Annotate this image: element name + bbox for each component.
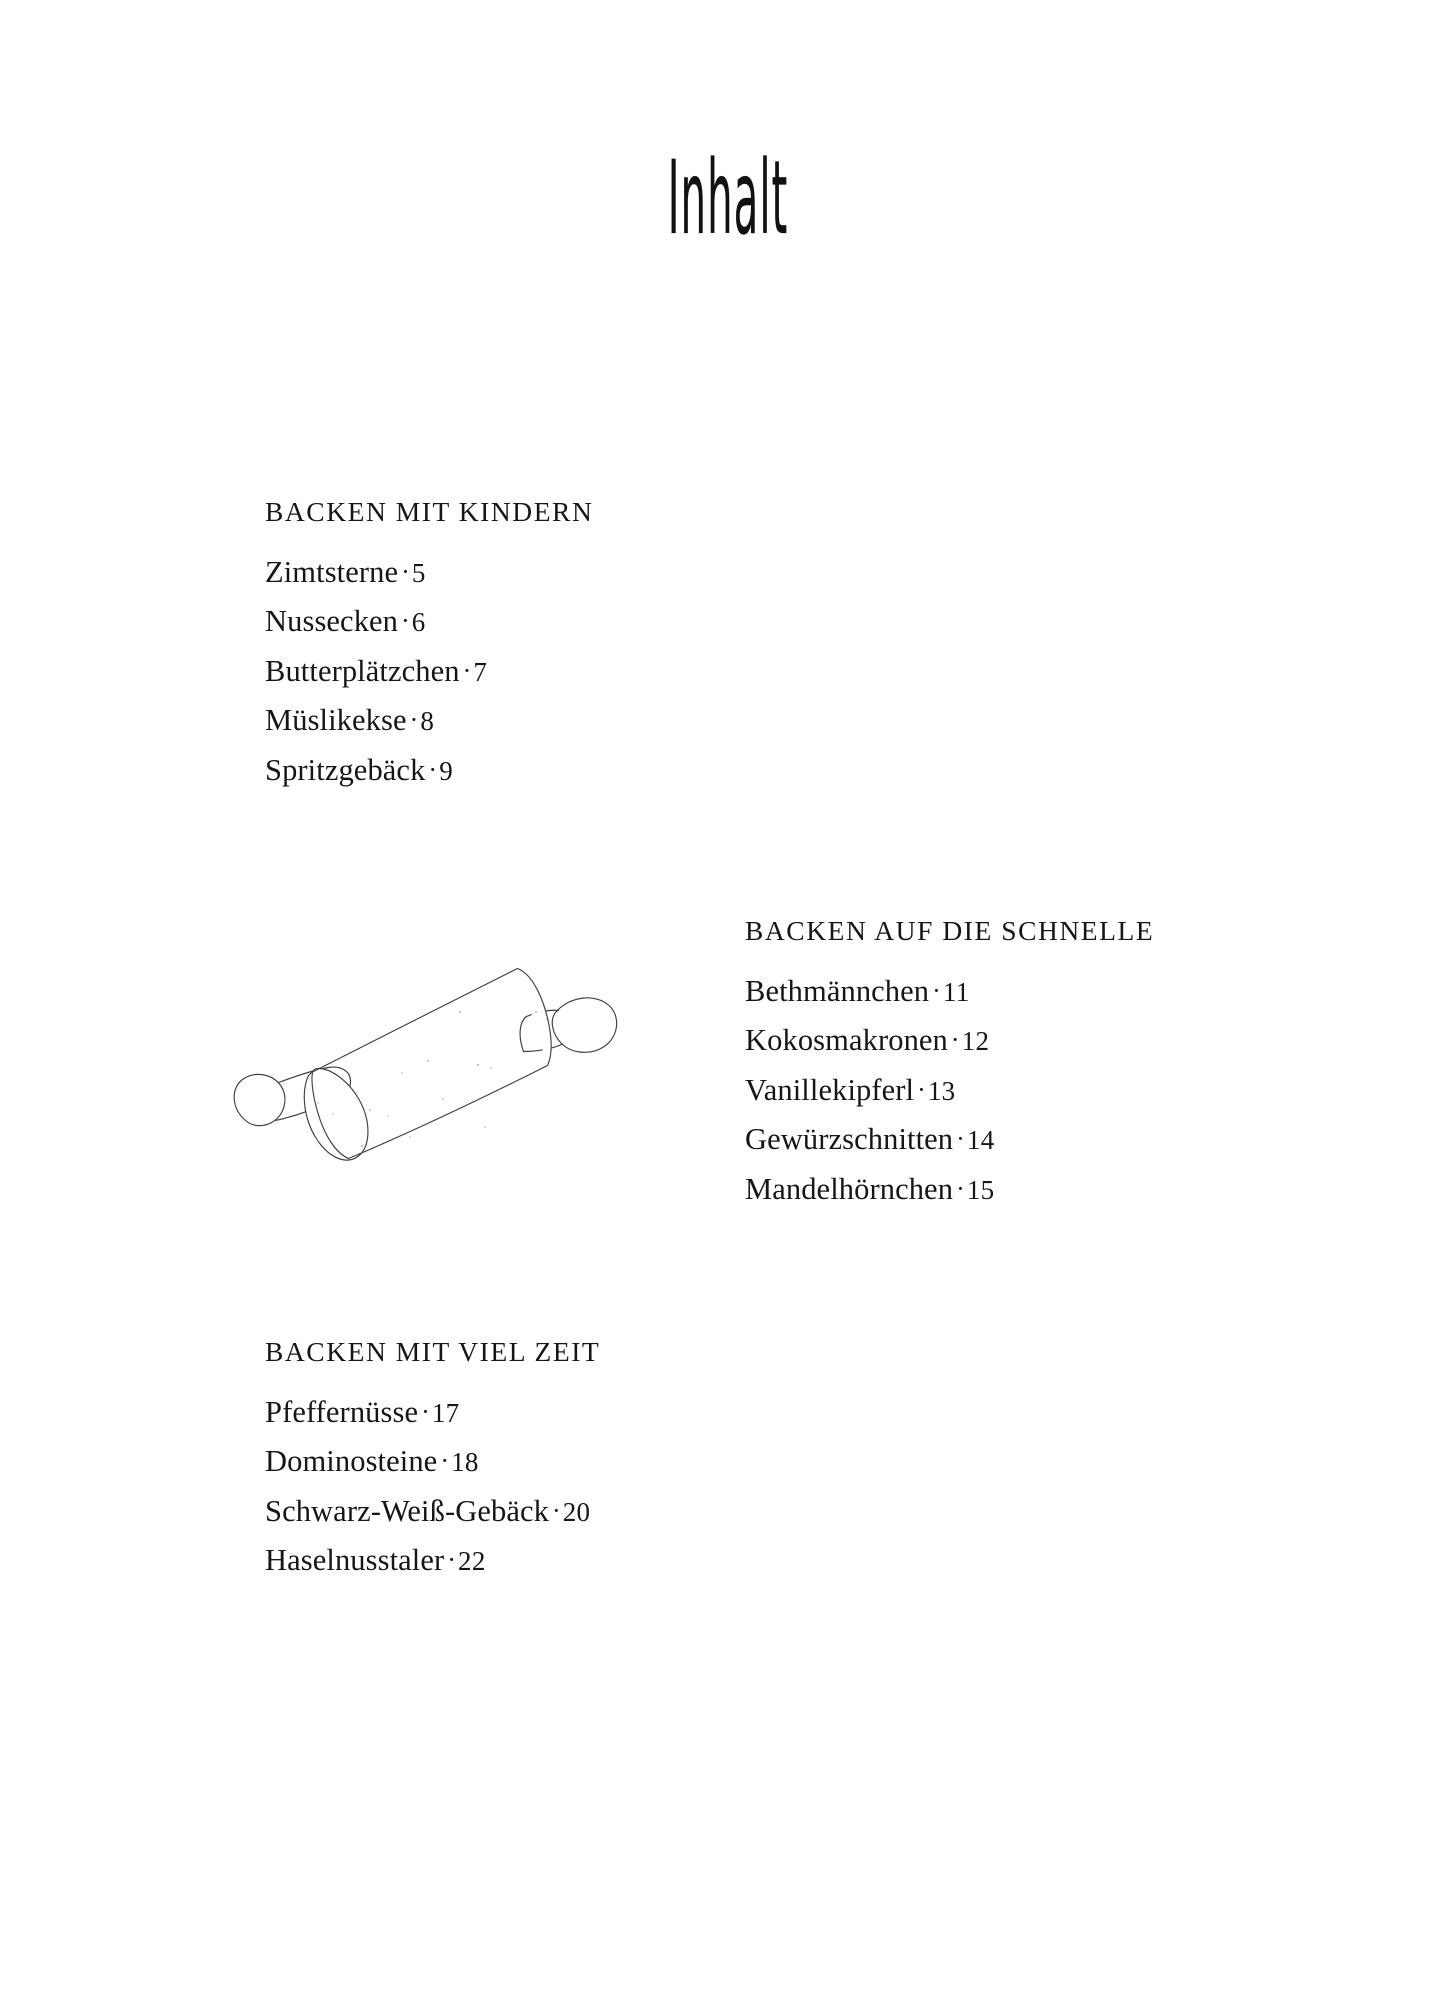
toc-entry-separator: · xyxy=(401,556,410,586)
toc-entry[interactable] xyxy=(745,1115,1154,1165)
toc-entry-title: Gewürzschnitten xyxy=(745,1122,954,1156)
toc-entry-title: Kokosmakronen xyxy=(745,1023,948,1057)
toc-entry-separator: · xyxy=(428,754,438,784)
toc-entry[interactable] xyxy=(265,548,593,598)
toc-entry-separator: · xyxy=(956,1173,965,1203)
toc-entry-page-number: 6 xyxy=(411,607,426,637)
toc-section-zeit xyxy=(265,1338,600,1586)
toc-entry[interactable] xyxy=(745,1016,1154,1066)
toc-entry-title: Spritzgebäck xyxy=(265,752,426,787)
toc-entry[interactable] xyxy=(265,1437,600,1487)
toc-entry[interactable] xyxy=(745,1165,1154,1215)
toc-entry-page-number: 22 xyxy=(458,1546,486,1576)
toc-entry-title: Haselnusstaler xyxy=(265,1543,445,1577)
toc-entry-title: Butterplätzchen xyxy=(265,653,460,688)
toc-entry[interactable] xyxy=(265,597,593,647)
toc-entry-separator: · xyxy=(401,606,410,635)
toc-entry[interactable] xyxy=(265,746,593,796)
section-heading: BACKEN MIT KINDERN xyxy=(265,496,594,527)
toc-entry-title: Dominosteine xyxy=(265,1444,438,1478)
toc-entry[interactable] xyxy=(265,647,593,697)
toc-entry-separator: · xyxy=(956,1124,965,1153)
toc-entry-separator: · xyxy=(462,655,472,685)
toc-entry-separator: · xyxy=(950,1025,960,1054)
toc-entry-title: Vanillekipferl xyxy=(745,1072,915,1107)
toc-entry-separator: · xyxy=(409,705,419,734)
toc-entry-page-number: 5 xyxy=(411,557,426,588)
toc-entry-title: Schwarz-Weiß-Gebäck xyxy=(265,1493,549,1528)
rolling-pin-icon xyxy=(160,955,640,1175)
toc-entry-title: Zimtsterne xyxy=(265,554,399,589)
page-title: Inhalt xyxy=(667,139,789,258)
toc-entry-title: Müslikekse xyxy=(265,703,407,737)
toc-list xyxy=(265,548,593,796)
toc-entry[interactable] xyxy=(745,1066,1154,1116)
toc-entry-separator: · xyxy=(440,1446,450,1475)
toc-entry-separator: · xyxy=(447,1545,457,1574)
toc-entry[interactable] xyxy=(265,1388,600,1438)
toc-entry-page-number: 7 xyxy=(473,656,488,687)
toc-entry-separator: · xyxy=(917,1074,926,1104)
toc-entry-separator: · xyxy=(932,975,941,1005)
toc-entry-page-number: 15 xyxy=(966,1174,995,1205)
toc-entry-page-number: 17 xyxy=(431,1397,460,1428)
toc-entry-page-number: 11 xyxy=(942,976,970,1007)
toc-entry-separator: · xyxy=(421,1396,430,1426)
toc-entry[interactable] xyxy=(745,967,1154,1017)
toc-entry-title: Nussecken xyxy=(265,604,399,638)
toc-entry-page-number: 8 xyxy=(420,706,435,736)
toc-entry-page-number: 13 xyxy=(927,1075,956,1106)
section-heading: BACKEN MIT VIEL ZEIT xyxy=(265,1336,601,1367)
toc-entry[interactable] xyxy=(265,696,593,746)
toc-entry-page-number: 9 xyxy=(439,755,453,786)
toc-entry-page-number: 18 xyxy=(451,1447,479,1477)
rolling-pin-illustration xyxy=(160,955,640,1175)
toc-list xyxy=(745,967,1154,1215)
toc-entry-title: Mandelhörnchen xyxy=(745,1171,954,1206)
toc-list xyxy=(265,1388,600,1586)
toc-section-kinder xyxy=(265,498,593,795)
toc-entry-page-number: 20 xyxy=(562,1496,591,1527)
section-heading: BACKEN AUF DIE SCHNELLE xyxy=(745,915,1155,946)
toc-entry-page-number: 14 xyxy=(966,1125,995,1155)
toc-entry[interactable] xyxy=(265,1536,600,1586)
toc-entry-separator: · xyxy=(551,1495,561,1525)
toc-entry-title: Pfeffernüsse xyxy=(265,1394,419,1429)
toc-entry-title: Bethmännchen xyxy=(745,973,930,1008)
toc-entry[interactable] xyxy=(265,1487,600,1537)
toc-entry-page-number: 12 xyxy=(961,1026,990,1056)
toc-section-schnelle xyxy=(745,917,1154,1214)
